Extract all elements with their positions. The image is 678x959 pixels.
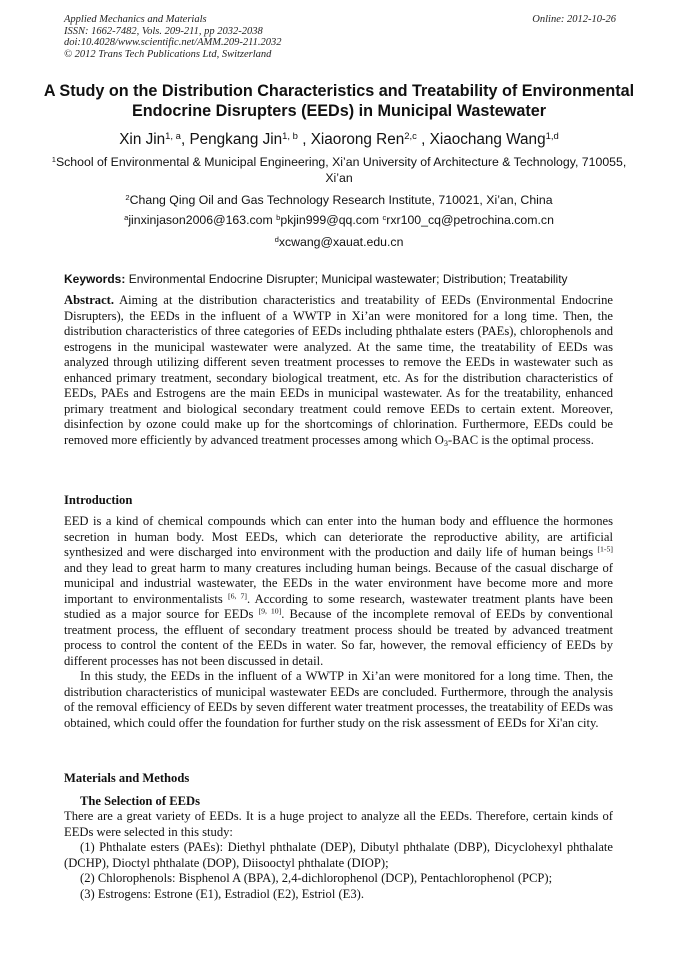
paragraph-text: . Because of the incomplete removal of EEDs by conventional treatment process, the effluent of secondary treatment process should be treated by advanced treatment process to control the content of the EEDs in water. So far, however, the removal efficiency of EEDs by different processes has not been discussed in detail. [64,607,613,668]
email-address[interactable]: rxr100_cq@petrochina.com.cn [386,213,554,227]
abstract-subscript: 3 [443,438,448,448]
affiliation-2 [40,193,638,208]
citation[interactable]: [6, 7] [228,591,247,601]
copyright-line: © 2012 Trans Tech Publications Ltd, Switzerland [64,48,272,60]
paragraph-text: EED is a kind of chemical compounds which can enter into the human body and effluence the hormones secretion in human body. Most EEDs, which can deteriorate the reproductive ability, are artificial synthesized and were discharged into environment with the production and daily life of human beings [64,514,613,559]
keywords [64,272,624,287]
keywords-text: Environmental Endocrine Disrupter; Municipal wastewater; Distribution; Treatability [128,272,568,286]
paragraph-text: . According to some research, wastewater treatment plants have been studied as a major source for EEDs [64,591,614,621]
list-item: (1) Phthalate esters (PAEs): Diethyl phthalate (DEP), Dibutyl phthalate (DBP), Dicyclohexyl phthalate (DCHP), Dioctyl phthalate (DOP), Diisooctyl phthalate (DIOP); [64,840,613,870]
author-sep: , [297,131,311,148]
list-item: (3) Estrogens: Estrone (E1), Estradiol (E2), Estriol (E3). [80,886,364,901]
methods-body [64,809,613,902]
author-sep: , [416,131,430,148]
abstract-text-end: -BAC is the optimal process. [448,432,594,447]
author-name: Xiaorong Ren [310,131,405,148]
subsection-heading-selection: The Selection of EEDs [80,794,200,808]
paragraph [64,514,613,669]
journal-header [64,14,616,60]
author-name: Xin Jin [119,131,166,148]
paper-title: A Study on the Distribution Characteristics and Treatability of Environmental Endocrine Disrupters (EEDs) in Municipal Wastewater [43,82,635,120]
abstract [64,293,613,448]
email-list [40,213,638,228]
email-address[interactable]: jinxinjason2006@163.com [128,213,273,227]
online-date: Online: 2012-10-26 [532,14,616,25]
affiliation-text: School of Environmental & Municipal Engineering, Xi’an University of Architecture & Technology, 710055, Xi’an [55,155,627,185]
doi-line: doi:10.4028/www.scientific.net/AMM.209-211.2032 [64,37,282,49]
author-name: Xiaochang Wang [429,131,546,148]
paragraph: In this study, the EEDs in the influent of a WWTP in Xi’an were monitored for a long time. Then, the distribution characteristics of municipal wastewater EEDs are concluded. Furthermore, through the analysis of the removal efficiency of EEDs by seven different water treatment processes, the treatability of EEDs was obtained, which could offer the foundation for further study on the risk assessment of EEDs for Xi'an city. [64,669,613,730]
email-sup: b [276,212,281,222]
author-list [40,131,638,149]
abstract-label: Abstract. [64,293,115,307]
section-heading-introduction: Introduction [64,493,133,507]
citation[interactable]: [9, 10] [258,606,282,616]
author-sup: 1, a [165,130,181,142]
author-sup: 1,d [545,130,559,142]
email-address[interactable]: pkjin999@qq.com [280,213,380,227]
paragraph-text: and they lead to great harm to many creatures including human beings. Because of the casual discharge of municipal and industrial wastewater, the EEDs in the water environment have become more and more important to environmentalists [64,560,613,606]
author-sup: 1, b [282,130,298,142]
affiliation-sup: 2 [125,192,130,202]
journal-name: Applied Mechanics and Materials [64,14,207,25]
email-sup: a [124,212,129,222]
section-heading-methods: Materials and Methods [64,771,190,785]
email-sup: d [274,234,279,244]
author-sep: , [180,131,190,148]
introduction-body [64,514,613,731]
email-sup: c [382,212,387,222]
email-address[interactable]: xcwang@xauat.edu.cn [278,235,404,249]
paragraph: There are a great variety of EEDs. It is a huge project to analyze all the EEDs. Therefore, certain kinds of EEDs were selected in this study: [64,809,613,839]
email-list-2 [40,235,638,250]
affiliation-text: Chang Qing Oil and Gas Technology Research Institute, 710021, Xi’an, China [129,193,553,207]
issn-line: ISSN: 1662-7482, Vols. 209-211, pp 2032-2038 [64,25,263,37]
abstract-text: Aiming at the distribution characteristics and treatability of EEDs (Environmental Endocrine Disrupters), the EEDs in the influent of a WWTP in Xi’an were monitored for a long time. Then, the distribution characteristics of three categories of EEDs including phthalate esters (PAEs), chlorophenols and estrogens in the municipal wastewater were analyzed. At the same time, the treatability of EEDs was analyzed through utilizing different seven treatment processes to remove the EEDs in wastewater such as enhanced primary treatment, secondary biological treatment, etc. As for the distribution characteristics of EEDs, PAEs and Estrogens are the main EEDs in municipal wastewater. As for the treatability, enhanced primary treatment and biological secondary treatment could remove EEDs to certain extent. Moreover, disinfection by ozone could make up for the shortcomings of chlorination. Furthermore, EEDs could be removed more efficiently by advanced treatment processes among which O [64,293,613,447]
affiliation-1 [40,155,638,186]
author-sup: 2,c [404,130,417,142]
citation[interactable]: [1-5] [597,544,613,554]
affiliation-sup: 1 [51,154,56,164]
author-name: Pengkang Jin [189,131,283,148]
keywords-label: Keywords: [64,272,126,286]
list-item: (2) Chlorophenols: Bisphenol A (BPA), 2,4-dichlorophenol (DCP), Pentachlorophenol (PCP); [80,871,553,885]
